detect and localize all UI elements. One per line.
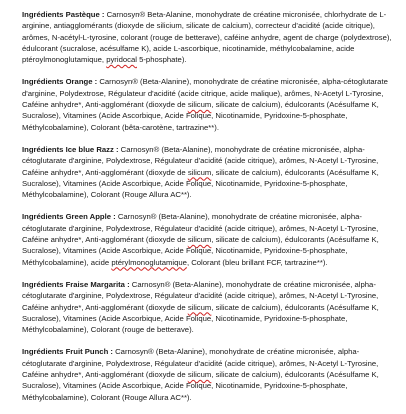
spellcheck-flagged-word: silicum	[187, 302, 212, 312]
ingredient-paragraph	[22, 211, 398, 267]
ingredient-text: Carnosyn® (Beta-Alanine), monohydrate de créatine micronisée, alpha-cétoglutarate d'arginine, Polydextrose, Régulateur d'acidité (acide citrique), arômes, N-Acetyl L-Tyrosine, Caféine anhydre*, Anti-agglomérant (dioxyde de	[22, 347, 379, 380]
ingredient-paragraph	[22, 346, 398, 402]
ingredient-text: , silicate de calcium), édulcorants (Acésulfame K, Sucralose), Vitamines (Acide Ascorbique, Acide Folique, Nicotinamide, Pyridoxine-5-phosphate, Méthylcobalamine), Colorant (bêta-carotène, tartrazine**).	[22, 100, 379, 132]
ingredient-text: , silicate de calcium), édulcorants (Acésulfame K, Sucralose), Vitamines (Acide Ascorbique, Acide Folique, Nicotinamide, Pyridoxine-5-phosphate, Méthylcobalamine), Colorant (Rouge Allura AC**).	[22, 370, 379, 402]
ingredient-paragraph	[22, 279, 398, 335]
spellcheck-flagged-word: silicum	[187, 167, 212, 177]
ingredient-title: Ingrédients Pastèque :	[22, 10, 105, 19]
ingredient-text: Carnosyn® (Beta-Alanine), monohydrate de créatine micronisée, alpha-cétoglutarate d'arginine, Polydextrose, Régulateur d'acidité (acide citrique, acide malique), arômes, N-Acetyl L-Tyrosine, Caféine anhydre*, Anti-agglomérant (dioxyde de	[22, 77, 388, 110]
spellcheck-flagged-word: silicum	[187, 370, 212, 380]
ingredient-text: Carnosyn® (Beta-Alanine), monohydrate de créatine micronisée, alpha-cétoglutarate d'arginine, Polydextrose, Régulateur d'acidité (acide citrique), arômes, N-Acetyl L-Tyrosine, Caféine anhydre*, Anti-agglomérant (dioxyde de	[22, 144, 379, 177]
ingredient-text: , Colorant (bleu brillant FCF, tartrazine**).	[186, 257, 328, 267]
spellcheck-flagged-word: pyridocal	[106, 55, 137, 65]
ingredient-title: Ingrédients Fruit Punch :	[22, 347, 113, 357]
ingredient-paragraph	[22, 76, 398, 132]
ingredient-text: Carnosyn® (Beta-Alanine), monohydrate de créatine micronisée, alpha-cétoglutarate d'arginine, Polydextrose, Régulateur d'acidité (acide citrique), arômes, N-Acetyl L-Tyrosine, Caféine anhydre*, Anti-agglomérant (dioxyde de	[22, 279, 379, 312]
spellcheck-flagged-word: silicum	[187, 235, 212, 245]
ingredient-text: Carnosyn® Beta-Alanine, monohydrate de créatine micronisée, chlorhydrate de L-arginine, antiagglomérants (dioxyde de silicium, silicate de calcium), correcteur d’acidité (acide citrique), arômes, N-acétyl-L-tyrosine, colorant (rouge de betterave), caféine anhydre, agent de charge (polydextrose), édulcorant (sucralose, acésulfame K), acide L-ascorbique, nicotinamide, méthylcobalamine, acide ptéroylmonoglutamique,	[22, 10, 392, 65]
ingredients-document	[22, 9, 398, 414]
ingredient-text: , silicate de calcium), édulcorants (Acésulfame K, Sucralose), Vitamines (Acide Ascorbique, Acide Folique, Nicotinamide, Pyridoxine-5-phosphate, Méthylcobalamine), acide	[22, 235, 379, 267]
ingredient-text: , silicate de calcium), édulcorants (Acésulfame K, Sucralose), Vitamines (Acide Ascorbique, Acide Folique, Nicotinamide, Pyridoxine-5-phosphate, Méthylcobalamine), Colorant (rouge de betterave).	[22, 302, 379, 335]
ingredient-text: 5-phosphate).	[136, 55, 187, 65]
spellcheck-flagged-word: ptérylmonoglutamique	[111, 257, 187, 267]
ingredient-title: Ingrédients Fraise Margarita :	[22, 279, 130, 289]
ingredient-text: , silicate de calcium), édulcorants (Acésulfame K, Sucralose), Vitamines (Acide Ascorbique, Acide Folique, Nicotinamide, Pyridoxine-5-phosphate, Méthylcobalamine), Colorant (Rouge Allura AC**).	[22, 167, 379, 200]
ingredient-paragraph	[22, 144, 398, 200]
ingredient-title: Ingrédients Ice blue Razz :	[22, 144, 119, 154]
ingredient-text: Carnosyn® (Beta-Alanine), monohydrate de créatine micronisée, alpha-cétoglutarate d'arginine, Polydextrose, Régulateur d'acidité (acide citrique), arômes, N-Acetyl L-Tyrosine, Caféine anhydre*, Anti-agglomérant (dioxyde de	[22, 212, 379, 245]
ingredient-title: Ingrédients Green Apple :	[22, 212, 116, 222]
spellcheck-flagged-word: silicum	[187, 100, 212, 110]
ingredient-paragraph	[22, 9, 398, 65]
ingredient-title: Ingrédients Orange :	[22, 77, 98, 87]
